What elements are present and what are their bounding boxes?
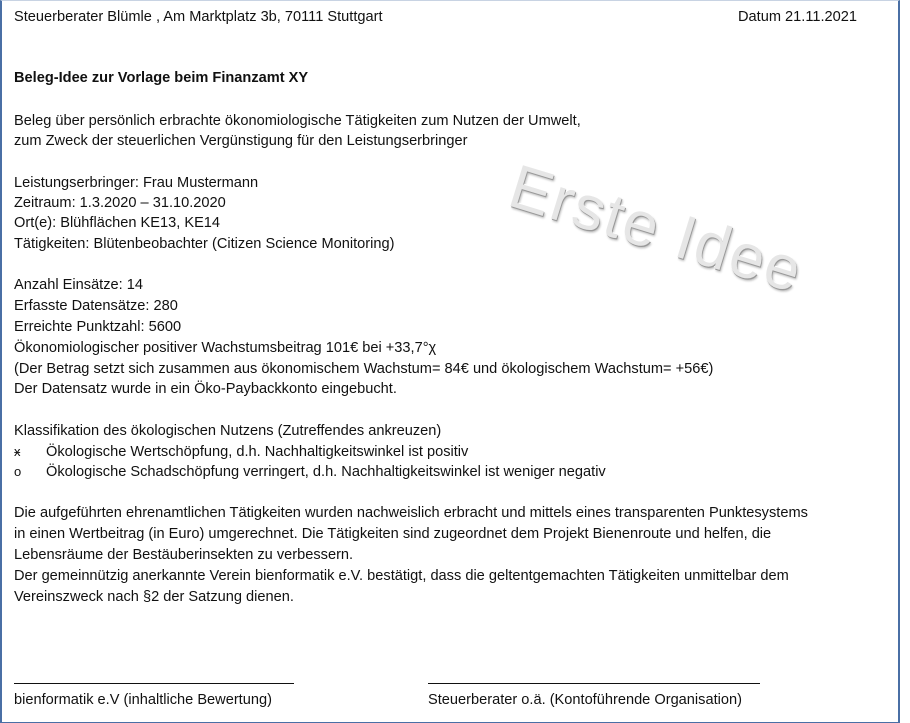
confirmation-line: Die aufgeführten ehrenamtlichen Tätigkeiten wurden nachweislich erbracht und mittels eines transparenten Punktesystems (14, 505, 808, 521)
confirmation-line: Der gemeinnützig anerkannte Verein bienformatik e.V. bestätigt, dass die geltentgemachten Tätigkeiten unmittelbar dem (14, 568, 789, 584)
intro-line: zum Zweck der steuerlichen Vergünstigung für den Leistungserbringer (14, 133, 468, 149)
detail-line: Zeitraum: 1.3.2020 – 31.10.2020 (14, 195, 226, 211)
stat-line: Erfasste Datensätze: 280 (14, 298, 178, 314)
stat-line: Der Datensatz wurde in ein Öko-Paybackkonto eingebucht. (14, 381, 397, 397)
signature-line-right (428, 683, 760, 684)
stat-line: Ökonomiologischer positiver Wachstumsbeitrag 101€ bei +33,7°χ (14, 340, 437, 356)
document-date: Datum 21.11.2021 (738, 9, 857, 25)
watermark: Erste Idee (501, 151, 812, 307)
classification-heading: Klassifikation des ökologischen Nutzens (Zutreffendes ankreuzen) (14, 423, 442, 439)
confirmation-line: Lebensräume der Bestäuberinsekten zu verbessern. (14, 547, 354, 563)
option-label: Ökologische Schadschöpfung verringert, d.h. Nachhaltigkeitswinkel ist weniger negativ (46, 464, 606, 480)
signature-label-left: bienformatik e.V (inhaltliche Bewertung) (14, 692, 272, 708)
confirmation-line: in einen Wertbeitrag (in Euro) umgerechnet. Die Tätigkeiten sind zugeordnet dem Projekt Bienenroute und helfen, die (14, 526, 772, 542)
stat-line: Anzahl Einsätze: 14 (14, 277, 143, 293)
document-title: Beleg-Idee zur Vorlage beim Finanzamt XY (14, 70, 309, 86)
stat-line: Erreichte Punktzahl: 5600 (14, 319, 182, 335)
checkbox-checked[interactable]: ӿ (14, 444, 21, 459)
detail-line: Tätigkeiten: Blütenbeobachter (Citizen Science Monitoring) (14, 236, 395, 252)
stat-line: (Der Betrag setzt sich zusammen aus ökonomischem Wachstum= 84€ und ökologischem Wachstum= +56€) (14, 361, 714, 377)
intro-line: Beleg über persönlich erbrachte ökonomiologische Tätigkeiten zum Nutzen der Umwelt, (14, 113, 581, 129)
signature-label-right: Steuerberater o.ä. (Kontoführende Organisation) (428, 692, 742, 708)
detail-line: Ort(e): Blühflächen KE13, KE14 (14, 215, 221, 231)
detail-line: Leistungserbringer: Frau Mustermann (14, 175, 259, 191)
signature-line-left (14, 683, 294, 684)
sender-address: Steuerberater Blümle , Am Marktplatz 3b, 70111 Stuttgart (14, 9, 383, 25)
checkbox-unchecked[interactable]: o (14, 464, 22, 479)
confirmation-line: Vereinszweck nach §2 der Satzung dienen. (14, 589, 294, 605)
option-label: Ökologische Wertschöpfung, d.h. Nachhaltigkeitswinkel ist positiv (46, 444, 469, 460)
